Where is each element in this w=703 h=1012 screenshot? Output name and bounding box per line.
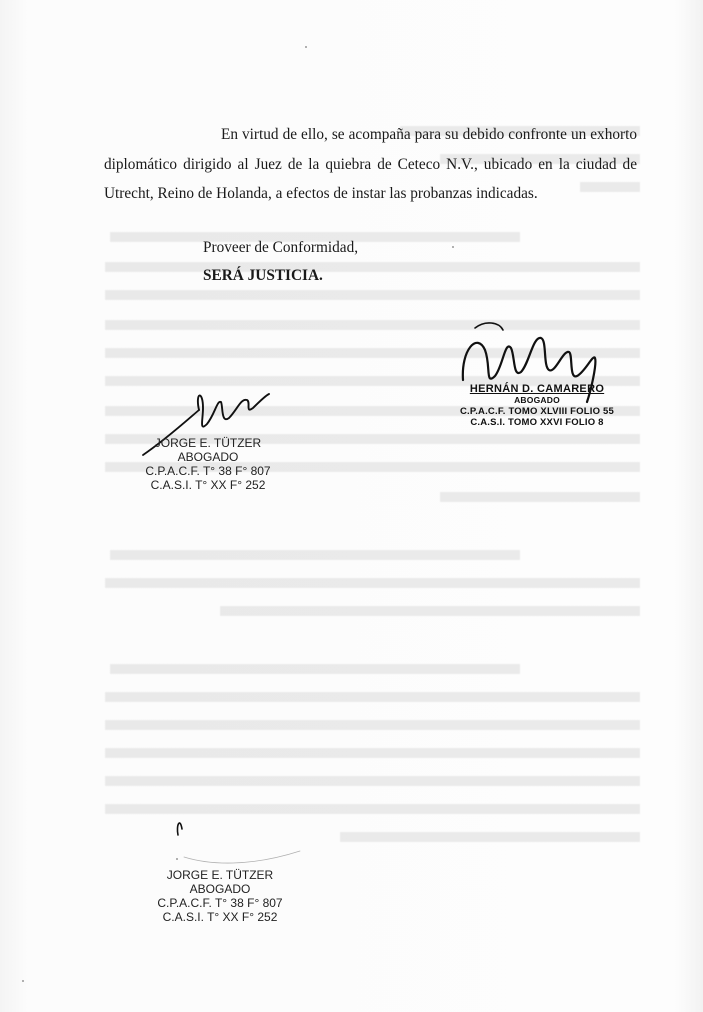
stamp-left — [128, 436, 288, 492]
stamp-left-line-1: C.P.A.C.F. T° 38 F° 807 — [145, 464, 271, 478]
body-paragraph: En virtud de ello, se acompaña para su debido confronte un exhorto diplomático dirigido al Juez de la quiebra de Ceteco N.V., ubicado en la ciudad de Utrecht, Reino de Holanda, a efectos de instar las probanzas indicadas. — [104, 126, 637, 202]
stamp-bottom-role: ABOGADO — [189, 882, 251, 896]
stamp-bottom-line-1: C.P.A.C.F. T° 38 F° 807 — [157, 896, 283, 910]
stamp-bottom-name: JORGE E. TÜTZER — [166, 868, 274, 882]
stamp-bottom-line-2: C.A.S.I. T° XX F° 252 — [162, 910, 278, 924]
scan-speck — [305, 46, 307, 48]
stamp-right-line-2: C.A.S.I. TOMO XXVI FOLIO 8 — [470, 417, 604, 428]
stamp-left-role: ABOGADO — [177, 450, 239, 464]
stamp-left-line-2: C.A.S.I. T° XX F° 252 — [150, 478, 266, 492]
stamp-bottom — [140, 868, 300, 924]
stamp-left-name: JORGE E. TÜTZER — [154, 436, 262, 450]
scan-speck — [452, 246, 454, 248]
scan-speck — [176, 858, 178, 860]
stamp-right-name: HERNÁN D. CAMARERO — [469, 383, 605, 395]
stamp-right-line-1: C.P.A.C.F. TOMO XLVIII FOLIO 55 — [459, 406, 614, 417]
closing-request: Proveer de Conformidad, — [203, 239, 359, 256]
closing-justice: SERÁ JUSTICIA. — [203, 267, 323, 284]
stamp-right — [437, 384, 637, 428]
scan-speck — [22, 980, 24, 982]
stamp-right-role: ABOGADO — [514, 395, 560, 405]
